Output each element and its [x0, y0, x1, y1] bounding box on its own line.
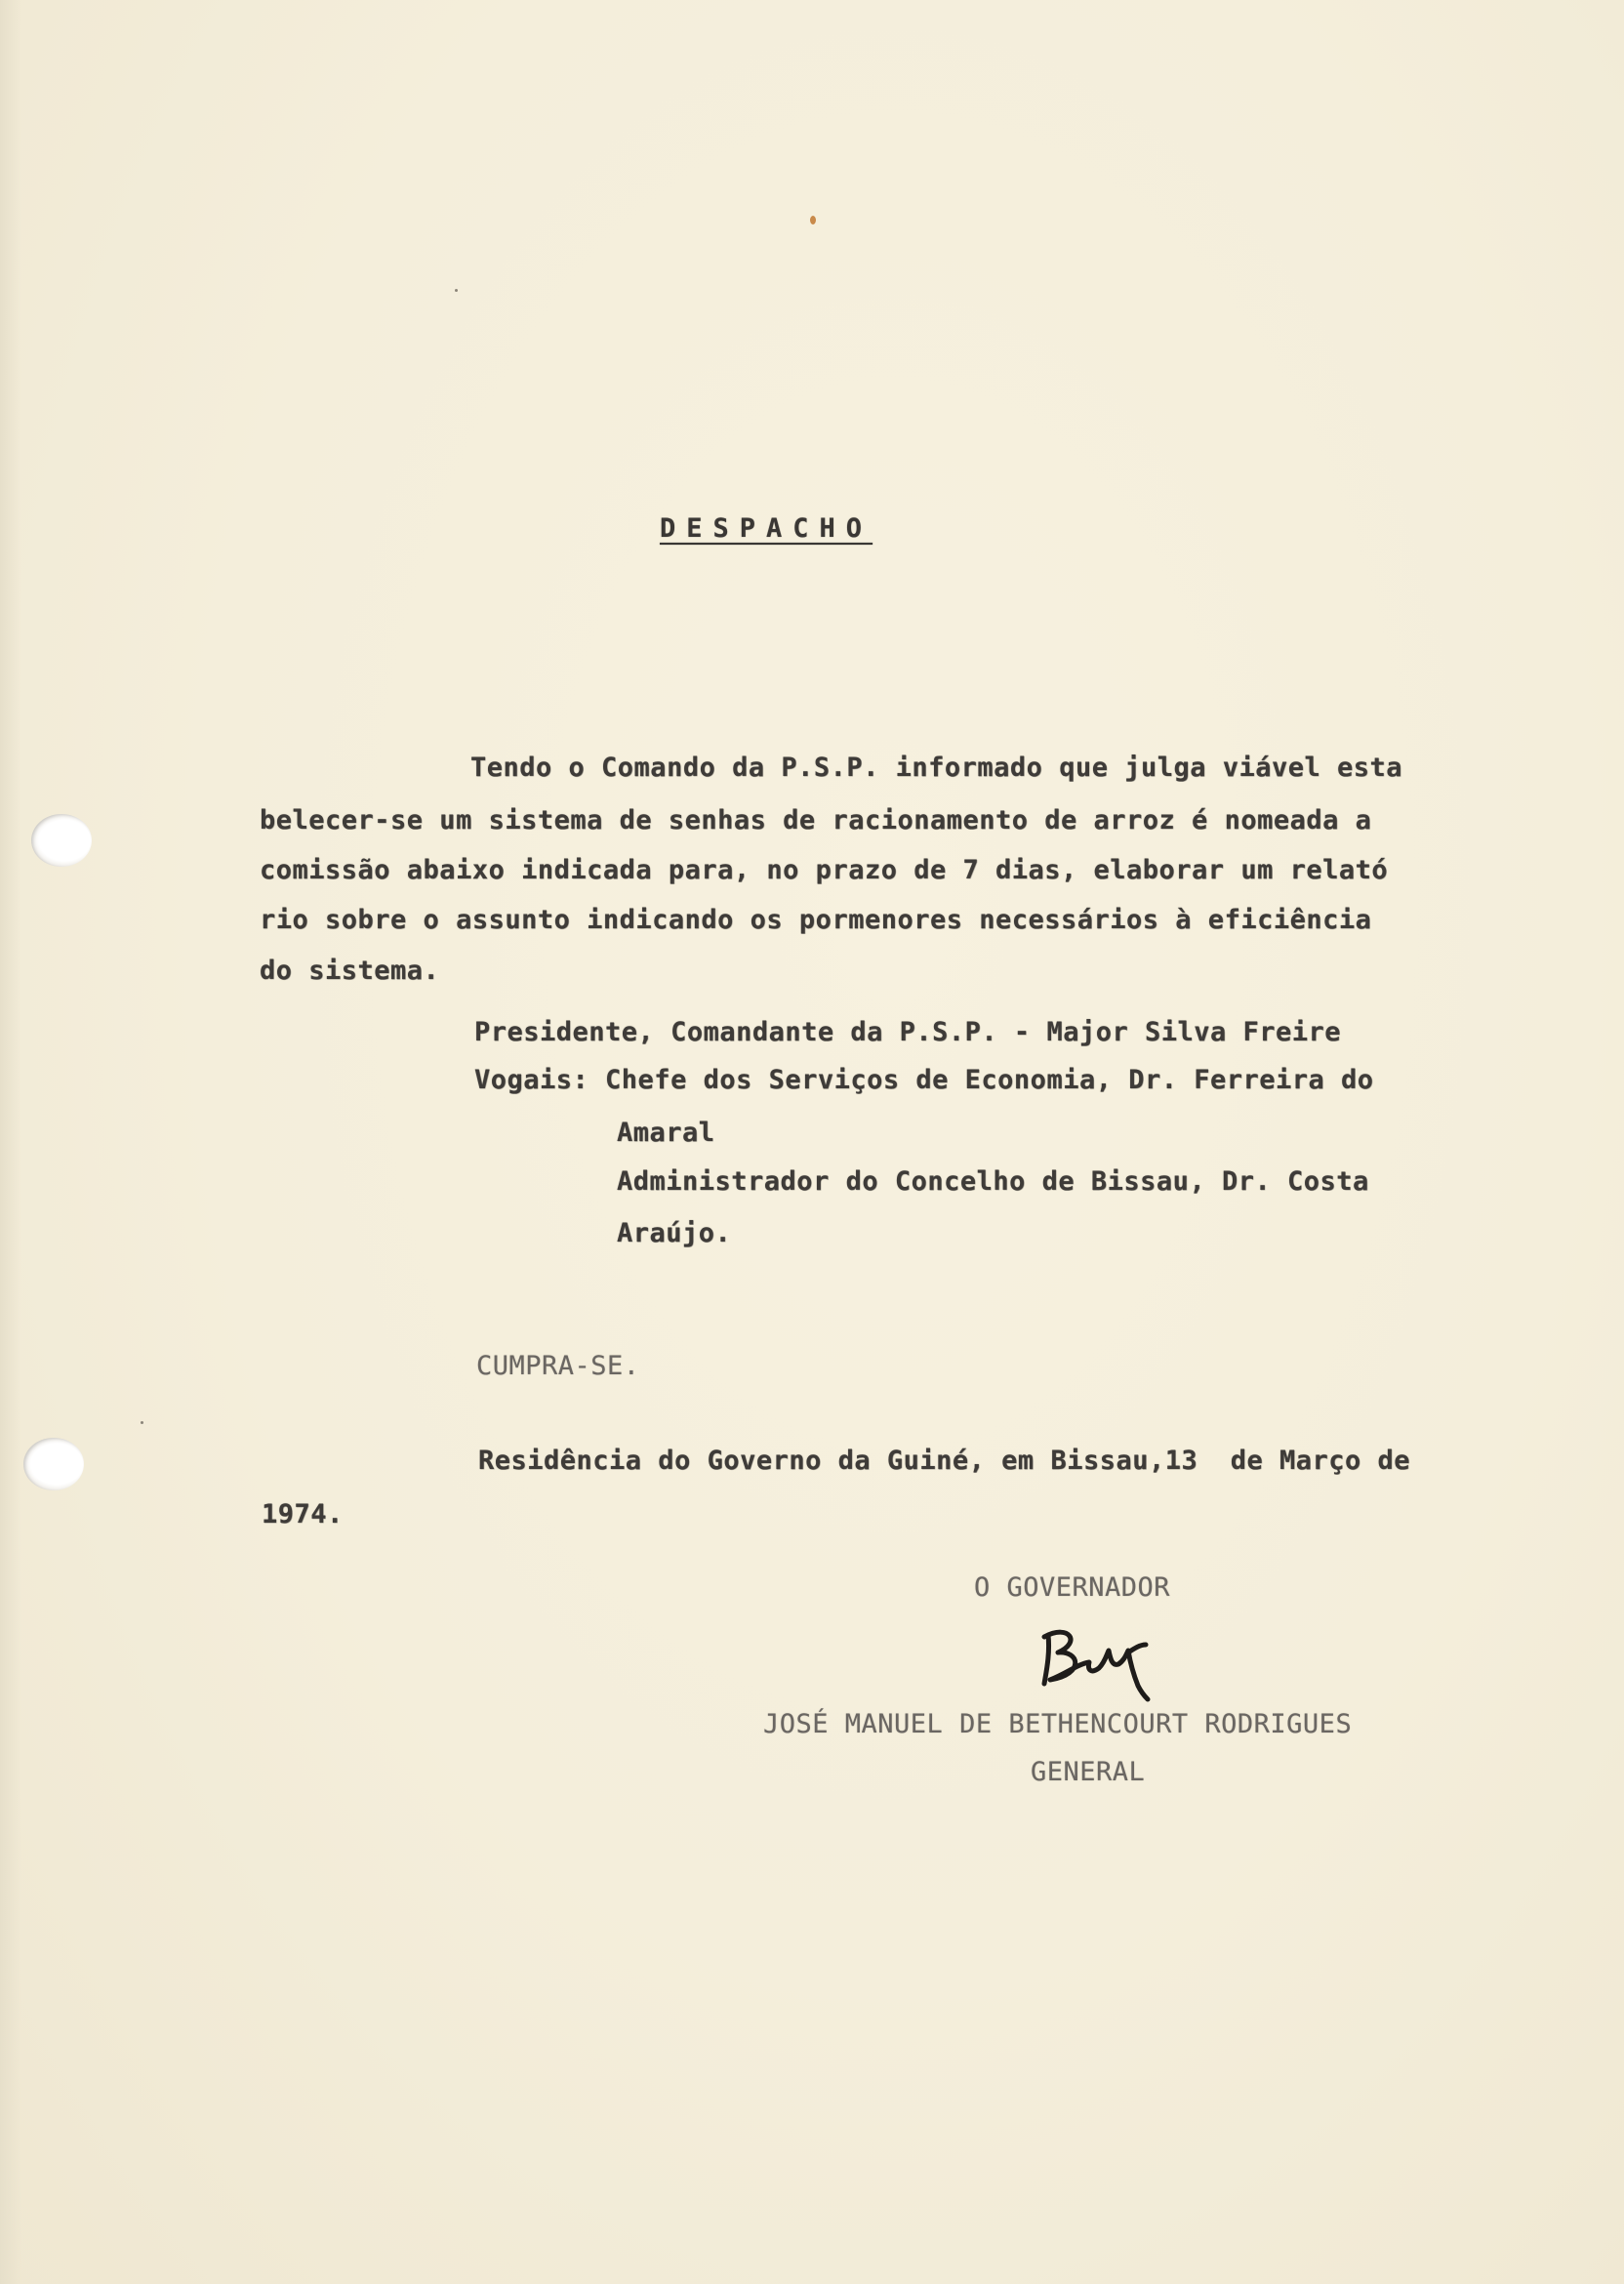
committee-president: Presidente, Comandante da P.S.P. - Major Silva Freire: [474, 1017, 1342, 1047]
signer-name: JOSÉ MANUEL DE BETHENCOURT RODRIGUES: [763, 1709, 1353, 1739]
signer-rank: GENERAL: [1031, 1757, 1146, 1787]
paper-speck-small-2: [141, 1421, 143, 1424]
order-text: CUMPRA-SE.: [476, 1351, 640, 1381]
paper-edge-shadow: [0, 0, 21, 2284]
body-line-1: Tendo o Comando da P.S.P. informado que julga viável esta: [470, 753, 1403, 783]
place-date-line-2: 1974.: [262, 1499, 344, 1529]
paper-speck: [810, 216, 816, 224]
committee-vogais-line-1: Vogais: Chefe dos Serviços de Economia, Dr. Ferreira do: [474, 1065, 1374, 1095]
document-title: DESPACHO: [660, 513, 873, 544]
body-line-5: do sistema.: [260, 956, 440, 986]
body-line-3: comissão abaixo indicada para, no prazo de 7 dias, elaborar um relató: [260, 855, 1389, 885]
body-line-2: belecer-se um sistema de senhas de racionamento de arroz é nomeada a: [260, 805, 1372, 836]
handwritten-signature: [1031, 1615, 1177, 1703]
committee-vogais-line-2: Amaral: [617, 1118, 715, 1148]
paper-speck-small: [455, 289, 458, 292]
punch-hole-bottom: [23, 1438, 84, 1490]
body-line-4: rio sobre o assunto indicando os pormenores necessários à eficiência: [260, 905, 1372, 935]
place-date-line-1: Residência do Governo da Guiné, em Bissau,13 de Março de: [478, 1446, 1411, 1476]
committee-vogais-line-4: Araújo.: [617, 1218, 732, 1248]
committee-vogais-line-3: Administrador do Concelho de Bissau, Dr. Costa: [617, 1166, 1369, 1197]
punch-hole-top: [31, 814, 92, 867]
signer-role: O GOVERNADOR: [974, 1572, 1171, 1603]
